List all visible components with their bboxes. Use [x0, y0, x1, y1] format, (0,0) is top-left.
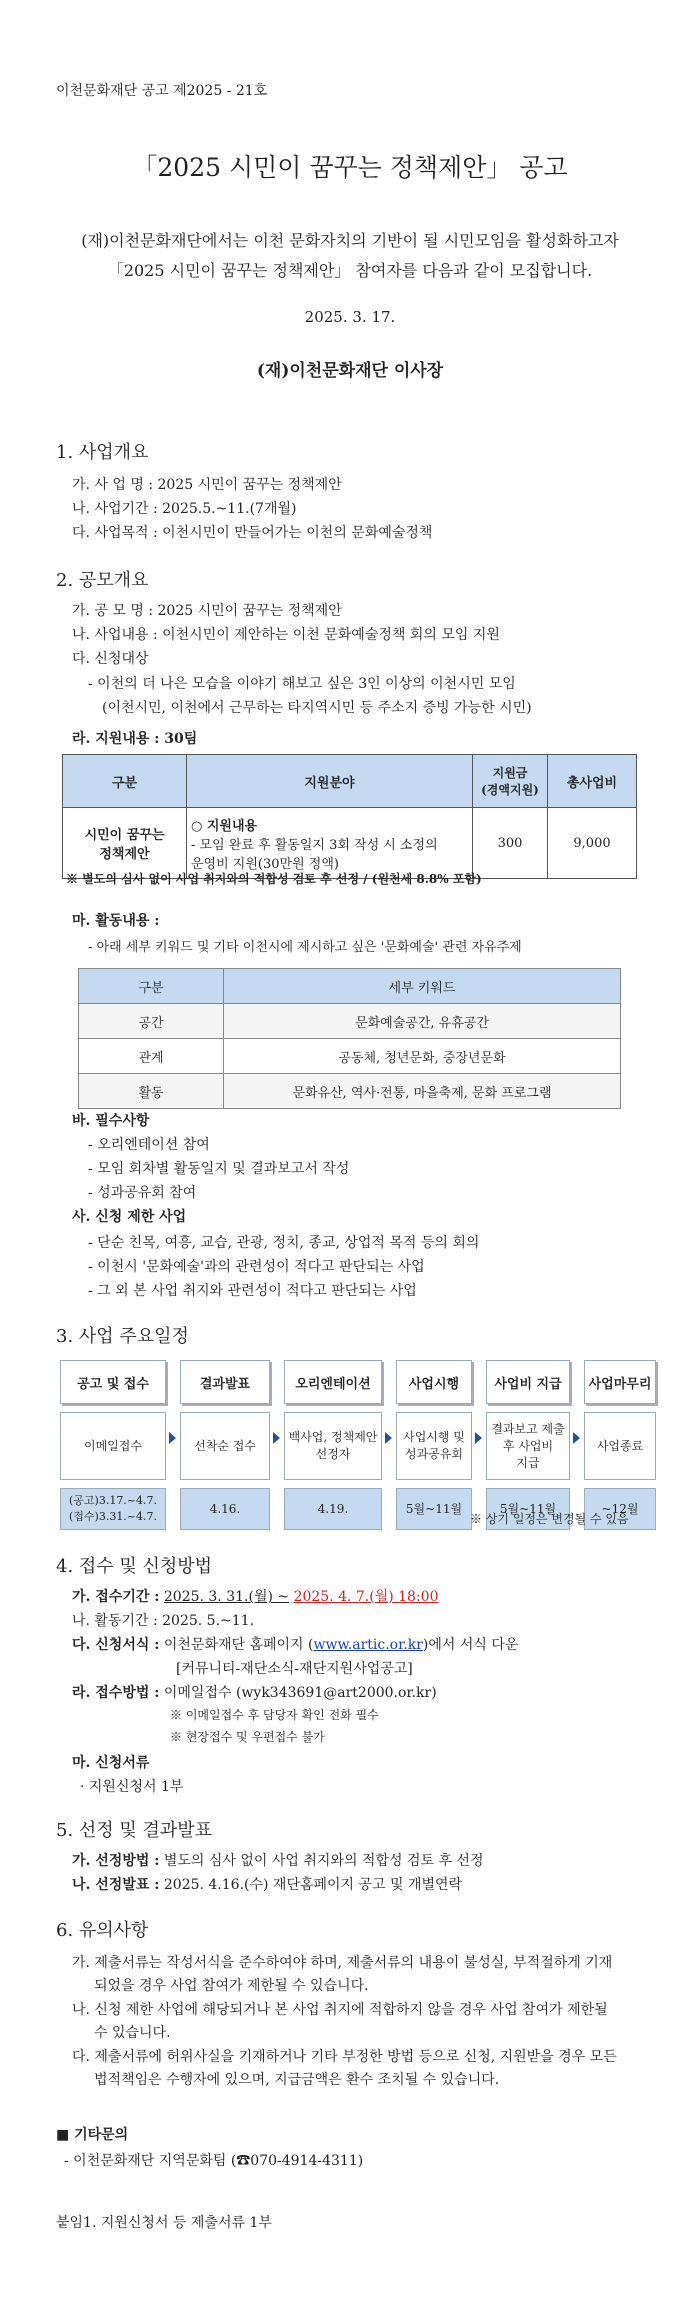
section-1-heading: 1. 사업개요 — [56, 442, 149, 463]
schedule-step-2 — [180, 1360, 270, 1530]
form-row — [72, 1634, 518, 1654]
required-item: - 성과공유회 참여 — [88, 1185, 197, 1201]
required-item: - 오리엔테이션 참여 — [88, 1137, 210, 1153]
caution-item-3: 다. 제출서류에 허위사실을 기재하거나 기타 부정한 방법 등으로 신청, 지원받을 경우 모든 — [72, 2049, 617, 2065]
support-header-amount: 지원금 (경액지원) — [473, 755, 548, 808]
schedule-step-date: 5월~11월 — [396, 1488, 472, 1530]
caution-item-2: 나. 신청 제한 사업에 해당되거나 본 사업 취지에 적합하지 않을 경우 사업 참여가 제한될 — [72, 2002, 608, 2018]
form-path: [커뮤니티-재단소식-재단지원사업공고] — [176, 1661, 413, 1677]
caution-item-1: 가. 제출서류는 작성서식을 준수하여야 하며, 제출서류의 내용이 불성실, 부적절하게 기재 — [72, 1955, 613, 1971]
s1-item-3: 다. 사업목적 : 이천시민이 만들어가는 이천의 문화예술정책 — [72, 525, 433, 541]
schedule-step-date: 5월~11월 — [486, 1488, 570, 1530]
arrow-right-icon — [169, 1432, 176, 1444]
support-field-title: ○ 지원내용 — [191, 818, 258, 834]
support-header-category: 구분 — [63, 755, 187, 808]
restrict-item: - 그 외 본 사업 취지와 관련성이 적다고 판단되는 사업 — [88, 1283, 417, 1299]
schedule-step-3 — [284, 1360, 382, 1530]
schedule-step-title: 사업마무리 — [584, 1360, 656, 1404]
arrow-right-icon — [573, 1432, 580, 1444]
keyword-category: 관계 — [79, 1039, 224, 1074]
form-label: 다. 신청서식 : — [72, 1637, 160, 1653]
support-total: 9,000 — [548, 808, 637, 879]
schedule-step-desc: 결과보고 제출 후 사업비 지급 — [486, 1412, 570, 1480]
schedule-step-5 — [486, 1360, 570, 1530]
keyword-values: 공동체, 청년문화, 중장년문화 — [224, 1039, 621, 1074]
arrow-right-icon — [385, 1432, 392, 1444]
period-row — [72, 1586, 439, 1606]
schedule-step-1 — [60, 1360, 166, 1530]
selection-announce — [72, 1874, 462, 1894]
support-table — [62, 754, 637, 879]
docs-item: · 지원신청서 1부 — [80, 1779, 184, 1795]
arrow-right-icon — [273, 1432, 280, 1444]
docs-label: 마. 신청서류 — [72, 1755, 150, 1771]
schedule-step-title: 사업비 지급 — [486, 1360, 570, 1404]
s1-item-1: 가. 사 업 명 : 2025 시민이 꿈꾸는 정책제안 — [72, 477, 342, 493]
target-line-2: (이천시민, 이천에서 근무하는 타지역시민 등 주소지 증빙 가능한 시민) — [102, 700, 532, 716]
table-row — [79, 1039, 621, 1074]
keyword-category: 공간 — [79, 1004, 224, 1039]
activity-period: 나. 활동기간 : 2025. 5.~11. — [72, 1613, 255, 1629]
schedule-step-title: 오리엔테이션 — [284, 1360, 382, 1404]
section-4-heading: 4. 접수 및 신청방법 — [56, 1556, 213, 1577]
schedule-step-desc: 백사업, 정책제안 선정자 — [284, 1412, 382, 1480]
notice-number: 이천문화재단 공고 제2025 - 21호 — [56, 83, 268, 99]
support-field — [187, 808, 473, 879]
table-row — [63, 808, 637, 879]
contact-text: - 이천문화재단 지역문화팀 (☎070-4914-4311) — [64, 2153, 364, 2169]
form-text: 이천문화재단 홈페이지 ( — [163, 1637, 314, 1653]
method-note: ※ 현장접수 및 우편접수 불가 — [170, 1730, 325, 1744]
selection-method — [72, 1850, 483, 1870]
schedule-step-date: ~12월 — [584, 1488, 656, 1530]
caution-item-2-cont: 수 있습니다. — [94, 2025, 171, 2041]
section-5-heading: 5. 선정 및 결과발표 — [56, 1820, 213, 1841]
method-text: 이메일접수 ( — [163, 1685, 242, 1701]
schedule-step-date: (공고)3.17.~4.7. (접수)3.31.~4.7. — [60, 1488, 166, 1530]
s1-item-2: 나. 사업기간 : 2025.5.~11.(7개월) — [72, 501, 297, 517]
method-row — [72, 1682, 437, 1702]
section-2-heading: 2. 공모개요 — [56, 570, 149, 591]
schedule-step-title: 결과발표 — [180, 1360, 270, 1404]
support-label: 라. 지원내용 : 30팀 — [72, 731, 198, 747]
page-title: 「2025 시민이 꿈꾸는 정책제안」 공고 — [132, 153, 568, 182]
activity-label: 마. 활동내용 : — [72, 913, 160, 929]
schedule-step-desc: 사업종료 — [584, 1412, 656, 1480]
support-field-desc: - 모임 완료 후 활동일지 3회 작성 시 소정의 운영비 지원(30만원 정액) — [191, 837, 438, 872]
support-header-total: 총사업비 — [548, 755, 637, 808]
s2-item-3: 다. 신청대상 — [72, 651, 149, 667]
restrict-item: - 단순 친목, 여흥, 교습, 관광, 정치, 종교, 상업적 목적 등의 회의 — [88, 1235, 480, 1251]
schedule-step-desc: 이메일접수 — [60, 1412, 166, 1480]
required-item: - 모임 회차별 활동일지 및 결과보고서 작성 — [88, 1161, 350, 1177]
intro-text — [0, 226, 700, 286]
selection-announce-label: 나. 선정발표 : — [72, 1877, 160, 1893]
support-header-field: 지원분야 — [187, 755, 473, 808]
form-text: )에서 서식 다운 — [422, 1637, 519, 1653]
required-label: 바. 필수사항 — [72, 1113, 150, 1129]
section-3-heading: 3. 사업 주요일정 — [56, 1326, 189, 1347]
method-text: ) — [431, 1685, 437, 1701]
arrow-right-icon — [475, 1432, 482, 1444]
schedule-step-6 — [584, 1360, 656, 1530]
contact-label: ■ 기타문의 — [56, 2127, 129, 2143]
method-label: 라. 접수방법 : — [72, 1685, 160, 1701]
selection-method-text: 별도의 심사 없이 사업 취지와의 적합성 검토 후 선정 — [163, 1853, 484, 1869]
homepage-link[interactable]: www.artic.or.kr — [313, 1637, 423, 1653]
keyword-category: 활동 — [79, 1074, 224, 1109]
schedule-note: ※ 상기 일정은 변경될 수 있음 — [470, 1512, 629, 1526]
support-category: 시민이 꿈꾸는 정책제안 — [63, 808, 187, 879]
period-end: 2025. 4. 7.(월) 18:00 — [293, 1589, 439, 1605]
attachment: 붙임1. 지원신청서 등 제출서류 1부 — [56, 2215, 272, 2231]
caution-item-3-cont: 법적책임은 수행자에 있으며, 지급금액은 환수 조치될 수 있습니다. — [94, 2072, 500, 2088]
keyword-header-category: 구분 — [79, 969, 224, 1004]
table-row — [79, 1004, 621, 1039]
period-start: 2025. 3. 31.(월) ~ — [163, 1589, 290, 1605]
schedule-step-desc: 선착순 접수 — [180, 1412, 270, 1480]
intro-line-1: (재)이천문화재단에서는 이천 문화자치의 기반이 될 시민모임을 활성화하고자 — [81, 231, 619, 250]
caution-item-1-cont: 되었을 경우 사업 참여가 제한될 수 있습니다. — [94, 1978, 369, 1994]
schedule-step-desc: 사업시행 및 성과공유회 — [396, 1412, 472, 1480]
s2-item-2: 나. 사업내용 : 이천시민이 제안하는 이천 문화예술정책 회의 모임 지원 — [72, 627, 500, 643]
restrict-item: - 이천시 '문화예술'과의 관련성이 적다고 판단되는 사업 — [88, 1259, 425, 1275]
table-row — [79, 1074, 621, 1109]
signature: (재)이천문화재단 이사장 — [256, 361, 444, 381]
schedule-step-4 — [396, 1360, 472, 1530]
section-6-heading: 6. 유의사항 — [56, 1920, 149, 1941]
keyword-table — [78, 968, 621, 1109]
schedule-step-title: 공고 및 접수 — [60, 1360, 166, 1404]
method-note: ※ 이메일접수 후 담당자 확인 전화 필수 — [170, 1708, 379, 1722]
selection-announce-text: 2025. 4.16.(수) 재단홈페이지 공고 및 개별연락 — [163, 1877, 463, 1893]
intro-line-2: 「2025 시민이 꿈꾸는 정책제안」 참여자를 다음과 같이 모집합니다. — [107, 261, 593, 280]
selection-method-label: 가. 선정방법 : — [72, 1853, 160, 1869]
activity-desc: - 아래 세부 키워드 및 기타 이천시에 제시하고 싶은 '문화예술' 관련 자유주제 — [88, 940, 522, 955]
schedule-step-title: 사업시행 — [396, 1360, 472, 1404]
keyword-header-keywords: 세부 키워드 — [224, 969, 621, 1004]
contact-email[interactable]: wyk343691@art2000.or.kr — [241, 1685, 432, 1701]
s2-item-1: 가. 공 모 명 : 2025 시민이 꿈꾸는 정책제안 — [72, 603, 342, 619]
keyword-values: 문화유산, 역사·전통, 마을축제, 문화 프로그램 — [224, 1074, 621, 1109]
period-label: 가. 접수기간 : — [72, 1589, 160, 1605]
support-amount: 300 — [473, 808, 548, 879]
keyword-values: 문화예술공간, 유휴공간 — [224, 1004, 621, 1039]
support-note: ※ 별도의 심사 없이 사업 취지와의 적합성 검토 후 선정 / (원천세 8.8% 포함) — [66, 872, 482, 886]
restrict-label: 사. 신청 제한 사업 — [72, 1209, 187, 1225]
target-line-1: - 이천의 더 나은 모습을 이야기 해보고 싶은 3인 이상의 이천시민 모임 — [88, 676, 516, 692]
notice-date: 2025. 3. 17. — [304, 308, 396, 326]
schedule-step-date: 4.16. — [180, 1488, 270, 1530]
schedule-step-date: 4.19. — [284, 1488, 382, 1530]
